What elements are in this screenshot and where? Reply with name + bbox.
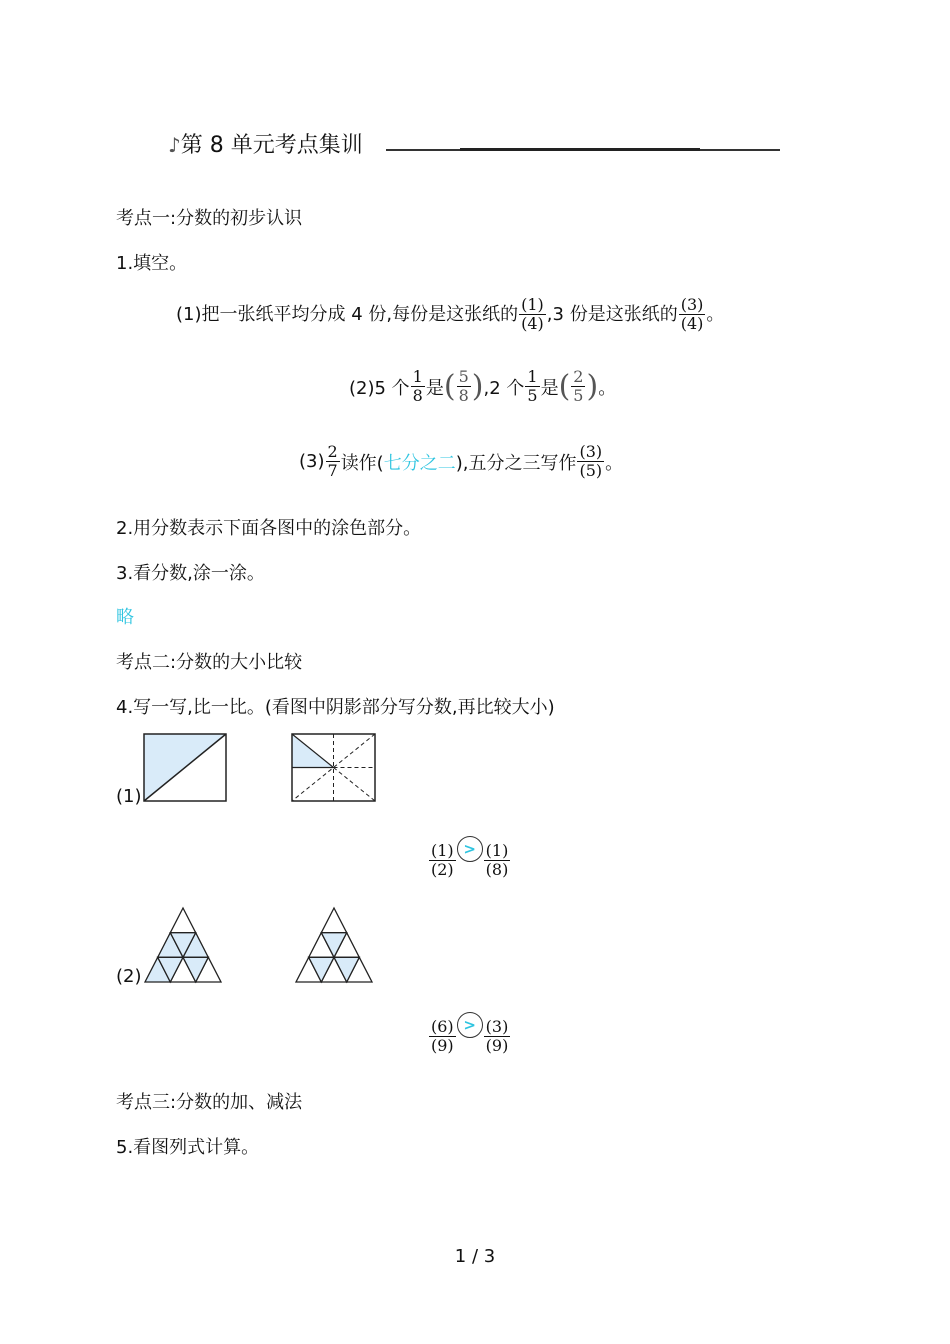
q1p2-answer-b: ( $\frac{2}{5}$ ) (558, 367, 599, 406)
q4-part2-comparison (428, 1015, 511, 1056)
question-3-label: 3.看分数,涂一涂。 (116, 563, 265, 584)
q1p1-prefix: (1)把一张纸平均分成 4 份,每份是这张纸的 (176, 303, 519, 325)
section-heading-2: 考点二:分数的大小比较 (116, 652, 303, 673)
q4-figure-rect-eighths (288, 730, 380, 806)
q1p2-answer-a: ( $\frac{5}{8}$ ) (443, 367, 484, 406)
q4p1-left-fraction: $\frac{(1)}{(2)}$ (431, 841, 454, 880)
q4-part1-comparison (428, 839, 511, 880)
question-2-label: 2.用分数表示下面各图中的涂色部分。 (116, 518, 422, 539)
q4-figure-rect-half (140, 730, 232, 806)
omitted-answer: 略 (116, 607, 134, 628)
q1-part1: (1)把一张纸平均分成 4 份,每份是这张纸的 $\frac{(1)}{(4)}$ ,3 份是这张纸的 $\frac{(3)}{(4)}$ 。 (176, 295, 725, 334)
q1p3-answer: 七分之二 (383, 452, 456, 474)
question-1-label: 1.填空。 (116, 253, 188, 274)
q1-part3: (3) $\frac{2}{7}$ 读作( 七分之二 ),五分之三写作 $\frac{(3)}{(5)}$ 。 (299, 442, 624, 481)
section-heading-1: 考点一:分数的初步认识 (116, 208, 303, 229)
question-4-label: 4.写一写,比一比。(看图中阴影部分写分数,再比较大小) (116, 697, 555, 718)
q4p1-right-fraction: $\frac{(1)}{(8)}$ (485, 841, 509, 880)
q4-part1-label: (1) (116, 786, 142, 807)
q4p1-compare-sign: > (457, 836, 483, 862)
page-number: 1 / 3 (454, 1246, 496, 1267)
q1p1-answer-b: $\frac{(3)}{(4)}$ (680, 295, 704, 334)
q1p1-answer-a: $\frac{(1)}{(4)}$ (521, 295, 544, 334)
q4p2-compare-sign: > (457, 1012, 483, 1038)
q1p1-mid: ,3 份是这张纸的 (546, 303, 678, 325)
page-title (168, 128, 363, 159)
q4-figure-triangle-shaded-6 (142, 905, 226, 985)
q4p2-left-fraction: $\frac{(6)}{(9)}$ (431, 1017, 454, 1056)
q4-part2-label: (2) (116, 966, 142, 987)
q1-part2: (2)5 个 $\frac{1}{8}$ 是 ( $\frac{5}{8}$ ) ,2 个 $\frac{1}{5}$ 是 ( $\frac{2}{5}$ ) 。 (349, 367, 617, 406)
q4p2-right-fraction: $\frac{(3)}{(9)}$ (485, 1017, 509, 1056)
q4-figure-triangle-shaded-3 (293, 905, 377, 985)
music-note-icon: ♪ (168, 133, 181, 157)
question-5-label: 5.看图列式计算。 (116, 1137, 260, 1158)
q1p2-fraction-2: $\frac{1}{5}$ (527, 367, 538, 406)
section-heading-3: 考点三:分数的加、减法 (116, 1092, 303, 1113)
title-rule-thick (460, 148, 700, 151)
title-text: 第 8 单元考点集训 (180, 133, 363, 158)
q1p3-fraction: $\frac{2}{7}$ (327, 442, 338, 481)
q1p3-written: $\frac{(3)}{(5)}$ (579, 442, 603, 481)
q1p2-fraction-1: $\frac{1}{8}$ (412, 367, 423, 406)
